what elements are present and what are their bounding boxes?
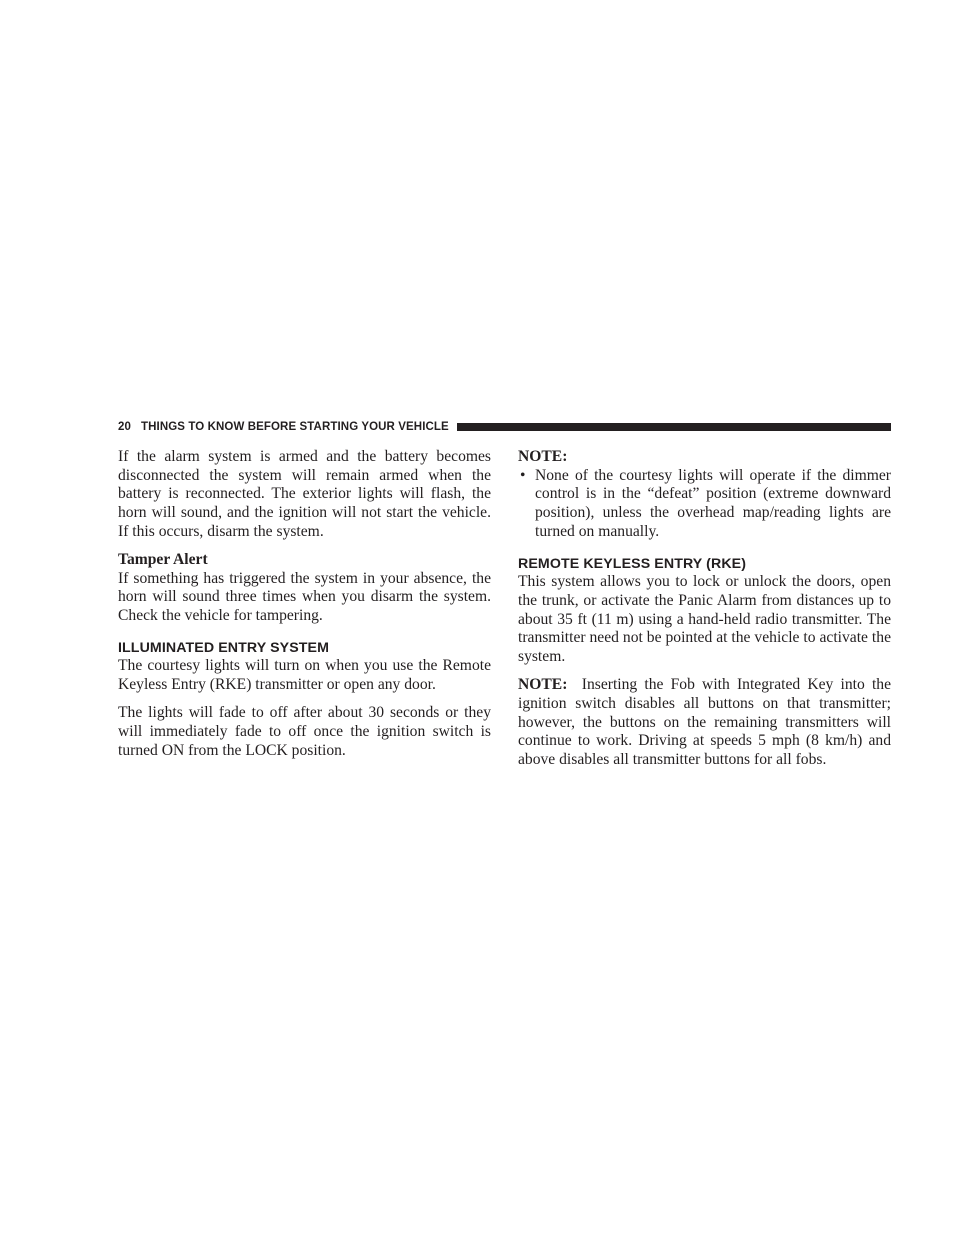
running-header-title: THINGS TO KNOW BEFORE STARTING YOUR VEHICLE	[141, 421, 449, 433]
rke-note-text: Inserting the Fob with Integrated Key into the ignition switch disables all buttons on that transmitter; however, the buttons on the remaining transmitters will continue to work. Driving at speeds 5 mph (8 km/h) and above disables all transmitter buttons for all fobs.	[518, 676, 891, 768]
note-bullet-text: None of the courtesy lights will operate if the dimmer control is in the “defeat” position (extreme downward position), unless the overhead map/reading lights are turned on manually.	[535, 466, 891, 540]
page-header	[118, 419, 891, 435]
tamper-alert-paragraph: If something has triggered the system in your absence, the horn will sound three times when you disarm the system. Check the vehicle for tampering.	[118, 569, 491, 625]
right-column	[518, 448, 891, 779]
illuminated-entry-paragraph-1: The courtesy lights will turn on when you use the Remote Keyless Entry (RKE) transmitter or open any door.	[118, 657, 491, 694]
left-column	[118, 448, 491, 770]
alarm-battery-paragraph: If the alarm system is armed and the battery becomes disconnected the system will remain armed when the battery is reconnected. The exterior lights will flash, the horn will sound, and the ignition will not start the vehicle. If this occurs, disarm the system.	[118, 448, 491, 540]
note-label: NOTE:	[518, 448, 568, 465]
rke-paragraph: This system allows you to lock or unlock the doors, open the trunk, or activate the Panic Alarm from distances up to about 35 ft (11 m) using a hand-held radio transmitter. The transmitter need not be pointed at the vehicle to activate the system.	[518, 573, 891, 666]
list-item	[518, 467, 891, 542]
illuminated-entry-heading: ILLUMINATED ENTRY SYSTEM	[118, 639, 330, 656]
bullet-icon: •	[520, 466, 526, 484]
rke-heading: REMOTE KEYLESS ENTRY (RKE)	[518, 555, 747, 572]
page-number: 20	[118, 421, 131, 433]
tamper-alert-heading: Tamper Alert	[118, 550, 208, 568]
header-rule	[457, 423, 891, 431]
rke-note-label: NOTE:	[518, 676, 568, 694]
note-list	[518, 467, 891, 542]
rke-note-paragraph	[518, 676, 891, 770]
illuminated-entry-paragraph-2: The lights will fade to off after about 30 seconds or they will immediately fade to off once the ignition switch is turned ON from the LOCK position.	[118, 704, 491, 759]
